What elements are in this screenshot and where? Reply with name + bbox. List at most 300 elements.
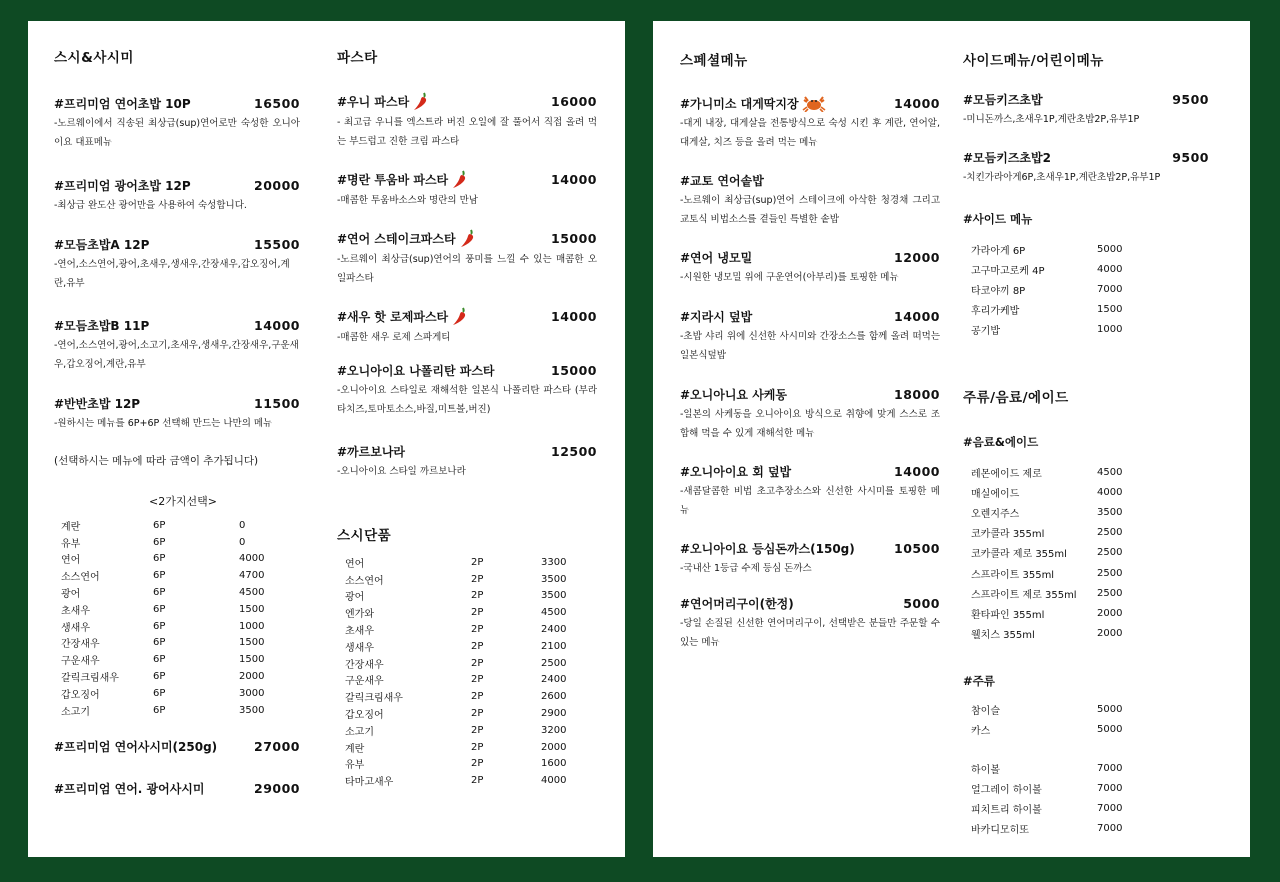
menu-item-description: -일본의 사케동을 오니아이요 방식으로 취향에 맞게 스스로 조합해 먹을 수 있게 재해석한 메뉴: [680, 409, 940, 439]
menu-item-price: 15000: [551, 230, 597, 246]
table-cell: 연어: [345, 558, 365, 570]
liquor-title: #주류: [963, 674, 995, 688]
table-cell: 6P: [153, 620, 166, 632]
section-title-drinks: 주류/음료/에이드: [963, 390, 1069, 406]
kids-item: [963, 149, 1209, 187]
table-cell: 6P: [153, 637, 166, 649]
table-cell: 타마고새우: [345, 777, 394, 789]
table-cell: 2500: [1097, 547, 1123, 559]
menu-item-price: 20000: [254, 178, 300, 193]
table-cell: 5000: [1097, 723, 1123, 735]
table-cell: 4500: [239, 587, 265, 599]
menu-item-description: -새콤달콤한 비법 초고추장소스와 신선한 사시미를 토핑한 메뉴: [680, 486, 940, 516]
menu-item-name-text: #까르보나라: [337, 445, 406, 459]
table-row: [61, 635, 299, 652]
menu-item-name: [963, 91, 1043, 108]
menu-item-price: 14000: [551, 171, 597, 187]
table-row: [971, 699, 1157, 719]
table-cell: 2500: [1097, 567, 1123, 579]
table-row: [345, 588, 601, 605]
table-cell: 5000: [1097, 703, 1123, 715]
menu-item-description: -당일 손질된 신선한 연어머리구이, 선택받은 분들만 주문할 수 있는 메뉴: [680, 618, 940, 648]
table-cell: 2000: [541, 741, 567, 753]
table-cell: 4500: [1097, 466, 1123, 478]
special-item: [680, 540, 940, 578]
table-cell: 초새우: [345, 626, 374, 638]
pasta-item: [337, 91, 597, 151]
chili-pepper-icon: [451, 306, 469, 326]
menu-item-name: [337, 169, 469, 189]
choice-label: <2가지선택>: [149, 495, 217, 508]
table-row: [345, 756, 601, 773]
table-row: [971, 624, 1157, 644]
table-cell: 소스연어: [345, 575, 384, 587]
table-cell: 구운새우: [345, 676, 384, 688]
table-cell: 2P: [471, 691, 484, 703]
menu-item-name-text: #반반초밥 12P: [54, 397, 141, 411]
menu-item-name: [337, 306, 469, 326]
table-cell: 6P: [153, 654, 166, 666]
menu-item-name-text: #모듬키즈초밥2: [963, 151, 1051, 165]
menu-item-price: 16500: [254, 96, 300, 111]
menu-item-name: [54, 780, 204, 797]
menu-item-price: 14000: [894, 309, 940, 324]
special-item: [680, 386, 940, 443]
special-item: [680, 249, 940, 287]
table-row: [345, 571, 601, 588]
table-cell: 스프라이트 제로 355ml: [971, 589, 1077, 601]
table-row: [971, 300, 1157, 320]
section-title-side: 사이드메뉴/어린이메뉴: [963, 53, 1104, 69]
table-cell: 2P: [471, 556, 484, 568]
menu-item-name: [680, 386, 787, 403]
menu-item-price: 29000: [254, 781, 300, 796]
menu-item-name: [680, 595, 794, 612]
menu-item-price: 14000: [894, 95, 940, 111]
table-cell: 고구마고로케 4P: [971, 265, 1045, 277]
table-cell: 초새우: [61, 605, 90, 617]
menu-item-description: -미니돈까스,초새우1P,계란초밥2P,유부1P: [963, 114, 1140, 125]
menu-item-name-text: #오니아이요 회 덮밥: [680, 465, 792, 479]
table-cell: 4700: [239, 570, 265, 582]
menu-item-price: 14000: [254, 318, 300, 333]
table-cell: 1500: [1097, 304, 1123, 316]
table-cell: 3300: [541, 556, 567, 568]
table-row: [971, 320, 1157, 340]
sushi-item: [54, 177, 300, 215]
table-cell: 유부: [345, 760, 365, 772]
table-cell: 카스: [971, 725, 991, 737]
special-item: [680, 94, 940, 152]
table-cell: 2000: [1097, 607, 1123, 619]
section-title-pasta: 파스타: [337, 50, 378, 66]
table-cell: 하이볼: [971, 764, 1000, 776]
table-cell: 갈릭크림새우: [345, 693, 403, 705]
menu-item-price: 12500: [551, 444, 597, 459]
table-cell: 매실에이드: [971, 488, 1020, 500]
table-row: [345, 739, 601, 756]
table-row: [971, 798, 1157, 818]
table-cell: 3500: [1097, 506, 1123, 518]
table-cell: 웰치스 355ml: [971, 630, 1035, 642]
kids-item: [963, 91, 1209, 129]
table-cell: 6P: [153, 671, 166, 683]
menu-item-name: [680, 172, 764, 189]
table-cell: 4000: [1097, 263, 1123, 275]
beverage-title: #음료&에이드: [963, 435, 1039, 449]
table-cell: 2600: [541, 691, 567, 703]
menu-item-name-text: #오니아니요 사케동: [680, 388, 787, 402]
sushi-item: [54, 236, 300, 293]
table-row: [61, 567, 299, 584]
table-row: [61, 584, 299, 601]
table-row: [971, 523, 1157, 543]
table-cell: 2P: [471, 741, 484, 753]
menu-item-price: 11500: [254, 396, 300, 411]
table-row: [971, 563, 1157, 583]
menu-item-price: 12000: [894, 250, 940, 265]
menu-item-description: -최상급 완도산 광어만을 사용하여 숙성합니다.: [54, 200, 247, 211]
table-cell: 6P: [153, 553, 166, 565]
table-cell: 간장새우: [61, 639, 100, 651]
table-cell: 3500: [541, 573, 567, 585]
table-cell: 7000: [1097, 802, 1123, 814]
table-cell: 2P: [471, 724, 484, 736]
table-cell: 2900: [541, 708, 567, 720]
menu-item-description: -매콤한 투움바소스와 명란의 만남: [337, 195, 478, 206]
table-cell: 0: [239, 519, 246, 531]
table-cell: 0: [239, 536, 246, 548]
menu-page-left: [28, 21, 625, 857]
table-cell: 3000: [239, 687, 265, 699]
table-cell: 2000: [239, 671, 265, 683]
liquor-table-a: [971, 699, 1157, 739]
menu-item-name: [680, 463, 791, 480]
table-row: [971, 462, 1157, 482]
menu-item-name-text: #새우 핫 로제파스타: [337, 309, 449, 324]
menu-item-name: [680, 308, 752, 325]
menu-item-name: [337, 228, 477, 248]
table-cell: 6P: [153, 603, 166, 615]
table-row: [345, 688, 601, 705]
table-cell: 2P: [471, 758, 484, 770]
price-note: (선택하시는 메뉴에 따라 금액이 추가됩니다): [54, 455, 259, 467]
table-cell: 3200: [541, 724, 567, 736]
table-row: [971, 603, 1157, 623]
menu-item-name: [337, 362, 495, 379]
menu-item-price: 18000: [894, 387, 940, 402]
menu-item-description: -노르웨이 최상급(sup)연어 스테이크에 아삭한 청경채 그리고 교토식 비법소스를 곁들인 특별한 솥밥: [680, 195, 940, 225]
menu-item-description: -노르웨이에서 직송된 최상급(sup)연어로만 숙성한 오니아이요 대표메뉴: [54, 118, 300, 148]
liquor-table-b: [971, 758, 1157, 839]
table-cell: 2100: [541, 640, 567, 652]
side-menu-title: #사이드 메뉴: [963, 212, 1033, 226]
table-cell: 4500: [541, 607, 567, 619]
table-cell: 5000: [1097, 243, 1123, 255]
single-sushi-table: [345, 554, 601, 789]
table-cell: 6P: [153, 536, 166, 548]
table-cell: 광어: [345, 592, 365, 604]
table-cell: 2P: [471, 657, 484, 669]
menu-item-price: 16000: [551, 93, 597, 109]
table-cell: 4000: [541, 775, 567, 787]
table-row: [61, 618, 299, 635]
menu-item-name-text: #교토 연어솥밥: [680, 174, 764, 188]
menu-item-description: -오니아이요 스타일 까르보나라: [337, 466, 466, 477]
table-row: [345, 621, 601, 638]
table-cell: 6P: [153, 570, 166, 582]
pasta-item: [337, 228, 597, 288]
sushi-item: [54, 95, 300, 152]
table-row: [971, 482, 1157, 502]
table-cell: 갑오징어: [61, 689, 100, 701]
menu-item-name-text: #명란 투움바 파스타: [337, 172, 449, 187]
menu-item-name: [54, 177, 191, 194]
menu-item-name: [337, 443, 405, 460]
menu-item-description: -연어,소스연어,광어,소고기,초새우,생새우,간장새우,구운새우,갑오징어,계란,유부: [54, 340, 299, 370]
menu-item-name-text: #연어머리구이(한정): [680, 597, 794, 611]
table-row: [61, 668, 299, 685]
special-item: [680, 172, 940, 229]
pasta-item: [337, 169, 597, 210]
table-cell: 코카콜라 제로 355ml: [971, 549, 1067, 561]
menu-item-description: -노르웨이 최상급(sup)연어의 풍미를 느낄 수 있는 매콤한 오일파스타: [337, 254, 597, 284]
table-cell: 1500: [239, 637, 265, 649]
menu-item-description: -국내산 1등급 수제 등심 돈까스: [680, 563, 812, 574]
table-cell: 소고기: [345, 726, 374, 738]
table-row: [345, 722, 601, 739]
table-row: [345, 638, 601, 655]
table-row: [971, 583, 1157, 603]
table-row: [61, 685, 299, 702]
menu-item-name: [680, 249, 752, 266]
table-cell: 생새우: [345, 642, 374, 654]
chili-pepper-icon: [412, 91, 430, 111]
menu-item-description: -대게 내장, 대게살을 전통방식으로 숙성 시킨 후 계란, 연어알, 대게살, 치즈 등을 올려 먹는 메뉴: [680, 118, 940, 148]
table-cell: 2500: [1097, 527, 1123, 539]
table-cell: 2P: [471, 640, 484, 652]
table-cell: 4000: [239, 553, 265, 565]
menu-item-description: -원하시는 메뉴를 6P+6P 선택해 만드는 나만의 메뉴: [54, 418, 273, 429]
menu-item-name: [54, 738, 217, 755]
table-cell: 1000: [1097, 324, 1123, 336]
table-cell: 참이슬: [971, 705, 1000, 717]
table-cell: 갑오징어: [345, 710, 384, 722]
table-row: [971, 758, 1157, 778]
table-cell: 타코야끼 8P: [971, 285, 1026, 297]
menu-item-description: -치킨가라아게6P,초새우1P,계란초밥2P,유부1P: [963, 172, 1161, 183]
menu-item-name: [54, 95, 191, 112]
menu-item-name-text: #모듬키즈초밥: [963, 93, 1043, 107]
menu-item-name-text: #오니아이요 나폴리탄 파스타: [337, 364, 495, 378]
menu-item-name: [54, 236, 149, 253]
table-cell: 계란: [61, 521, 81, 533]
table-cell: 생새우: [61, 622, 90, 634]
table-cell: 얼그레이 하이볼: [971, 784, 1042, 796]
menu-item-name-text: #모듬초밥B 11P: [54, 319, 150, 333]
table-cell: 7000: [1097, 283, 1123, 295]
menu-item-name: [54, 317, 149, 334]
menu-item-price: 15000: [551, 363, 597, 378]
table-cell: 7000: [1097, 762, 1123, 774]
menu-item-price: 9500: [1172, 92, 1209, 107]
table-cell: 레몬에이드 제로: [971, 468, 1042, 480]
table-row: [971, 279, 1157, 299]
menu-item-price: 14000: [551, 308, 597, 324]
table-cell: 2400: [541, 674, 567, 686]
menu-item-name-text: #지라시 덮밥: [680, 310, 753, 324]
menu-item-price: 14000: [894, 464, 940, 479]
special-item: [680, 463, 940, 520]
pasta-item: [337, 443, 597, 481]
table-row: [971, 259, 1157, 279]
menu-item-description: - 최고급 우니를 엑스트라 버진 오일에 잘 풀어서 직접 올려 먹는 부드럽고 진한 크림 파스타: [337, 117, 597, 147]
table-cell: 피치트리 하이볼: [971, 804, 1042, 816]
menu-item-description: -시원한 냉모밀 위에 구운연어(아부리)를 토핑한 메뉴: [680, 272, 899, 283]
menu-item-name: [337, 91, 430, 111]
table-cell: 간장새우: [345, 659, 384, 671]
table-row: [971, 502, 1157, 522]
menu-item-price: 9500: [1172, 150, 1209, 165]
table-cell: 2P: [471, 590, 484, 602]
table-row: [345, 672, 601, 689]
table-cell: 2P: [471, 674, 484, 686]
table-row: [971, 778, 1157, 798]
menu-item-name-text: #프리미엄 연어초밥 10P: [54, 97, 191, 111]
special-item: [680, 595, 940, 652]
table-row: [345, 554, 601, 571]
menu-item-name-text: #가니미소 대게딱지장: [680, 96, 799, 111]
table-row: [61, 534, 299, 551]
menu-item-name-text: #모듬초밥A 12P: [54, 238, 150, 252]
table-row: [971, 239, 1157, 259]
table-cell: 가라아게 6P: [971, 245, 1026, 257]
menu-item-name-text: #프리미엄 연어사시미(250g): [54, 740, 218, 754]
table-cell: 4000: [1097, 486, 1123, 498]
table-cell: 6P: [153, 519, 166, 531]
table-cell: 코카콜라 355ml: [971, 529, 1045, 541]
table-cell: 2000: [1097, 628, 1123, 640]
menu-item-name-text: #연어 냉모밀: [680, 251, 753, 265]
table-cell: 6P: [153, 587, 166, 599]
table-row: [971, 819, 1157, 839]
table-cell: 소고기: [61, 706, 90, 718]
menu-item-price: 10500: [894, 541, 940, 556]
table-cell: 스프라이트 355ml: [971, 569, 1055, 581]
menu-item-price: 5000: [903, 596, 940, 611]
table-cell: 소스연어: [61, 572, 100, 584]
menu-item-name-text: #오니아이요 등심돈까스(150g): [680, 542, 855, 556]
table-cell: 유부: [61, 538, 81, 550]
table-cell: 2P: [471, 708, 484, 720]
menu-item-description: -초밥 샤리 위에 신선한 사시미와 간장소스를 함께 올려 떠먹는 일본식덮밥: [680, 331, 940, 361]
chili-pepper-icon: [459, 228, 477, 248]
table-row: [61, 551, 299, 568]
table-row: [971, 543, 1157, 563]
menu-item-name: [680, 94, 826, 112]
table-cell: 1000: [239, 620, 265, 632]
sushi-extra-item: [54, 780, 300, 797]
menu-item-name: [54, 395, 140, 412]
table-row: [61, 517, 299, 534]
choice-table: [61, 517, 299, 719]
table-cell: 1500: [239, 603, 265, 615]
sushi-item: [54, 395, 300, 433]
menu-item-name-text: #프리미엄 연어. 광어사시미: [54, 782, 205, 796]
table-cell: 갈릭크림새우: [61, 673, 119, 685]
table-cell: 2P: [471, 573, 484, 585]
menu-item-price: 27000: [254, 739, 300, 754]
table-cell: 구운새우: [61, 656, 100, 668]
table-cell: 1600: [541, 758, 567, 770]
menu-page-right: [653, 21, 1250, 857]
special-item: [680, 308, 940, 365]
table-cell: 광어: [61, 589, 81, 601]
menu-item-name: [680, 540, 855, 557]
table-cell: 6P: [153, 704, 166, 716]
table-cell: 7000: [1097, 823, 1123, 835]
table-cell: 3500: [541, 590, 567, 602]
menu-item-description: -오니아이요 스타일로 재해석한 일본식 나폴리탄 파스타 (부라타치즈,토마토소스,바질,미트볼,버진): [337, 385, 597, 415]
table-cell: 계란: [345, 743, 365, 755]
table-cell: 공기밥: [971, 326, 1000, 338]
table-cell: 연어: [61, 555, 81, 567]
table-cell: 2400: [541, 624, 567, 636]
table-cell: 엔가와: [345, 609, 374, 621]
beverage-table: [971, 462, 1157, 644]
sushi-item: [54, 317, 300, 374]
pasta-item: [337, 362, 597, 419]
menu-item-name-text: #우니 파스타: [337, 94, 410, 109]
table-cell: 환타파인 355ml: [971, 609, 1045, 621]
menu-item-price: 15500: [254, 237, 300, 252]
menu-item-description: -연어,소스연어,광어,초새우,생새우,간장새우,갑오징어,계란,유부: [54, 259, 290, 289]
table-cell: 2P: [471, 775, 484, 787]
table-cell: 2P: [471, 607, 484, 619]
menu-item-name: [963, 149, 1051, 166]
pasta-item: [337, 306, 597, 347]
table-row: [345, 604, 601, 621]
table-cell: 2P: [471, 624, 484, 636]
table-cell: 2500: [1097, 587, 1123, 599]
table-cell: 3500: [239, 704, 265, 716]
sushi-extra-item: [54, 738, 300, 755]
section-title-sushi: 스시&사시미: [54, 50, 134, 66]
table-cell: 2500: [541, 657, 567, 669]
table-row: [345, 705, 601, 722]
table-cell: 6P: [153, 687, 166, 699]
table-row: [971, 719, 1157, 739]
table-cell: 1500: [239, 654, 265, 666]
table-cell: 7000: [1097, 782, 1123, 794]
table-cell: 바카디모히또: [971, 825, 1029, 837]
chili-pepper-icon: [451, 169, 469, 189]
table-cell: 후리가케밥: [971, 306, 1020, 318]
section-title-special: 스페셜메뉴: [680, 53, 748, 69]
section-title-single-sushi: 스시단품: [337, 528, 392, 544]
menu-item-description: -매콤한 새우 로제 스파게티: [337, 332, 451, 343]
menu-item-name-text: #연어 스테이크파스타: [337, 231, 456, 246]
table-row: [61, 702, 299, 719]
table-row: [345, 655, 601, 672]
side-menu-table: [971, 239, 1157, 340]
crab-icon: [802, 94, 826, 112]
table-cell: 오렌지주스: [971, 508, 1020, 520]
menu-item-name-text: #프리미엄 광어초밥 12P: [54, 179, 191, 193]
table-row: [61, 601, 299, 618]
table-row: [345, 772, 601, 789]
table-row: [61, 651, 299, 668]
